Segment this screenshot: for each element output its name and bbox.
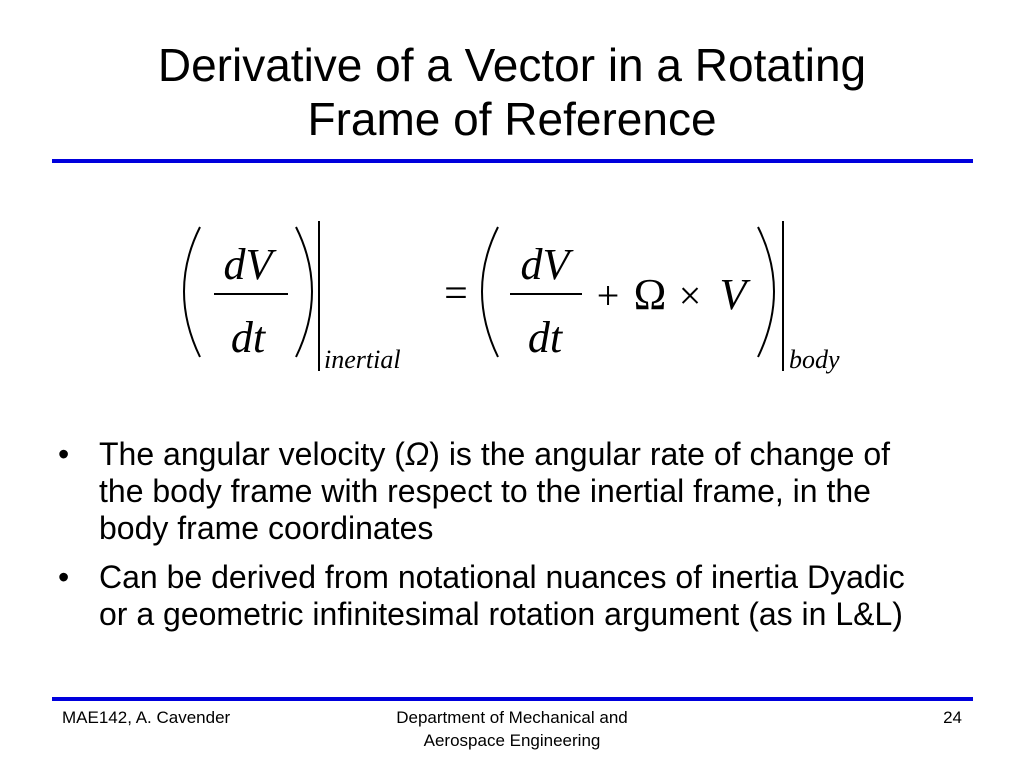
footer-department xyxy=(312,706,712,752)
bullet-item xyxy=(58,559,938,633)
bullet-item xyxy=(58,436,938,547)
lhs-denominator: dt xyxy=(230,313,266,362)
rhs-right-paren xyxy=(758,227,774,357)
footer-rule xyxy=(52,697,973,701)
bullet-text: Can be derived from notational nuances of inertia Dyadic or a geometric infinitesimal rotation argument (as in L&L) xyxy=(99,559,905,632)
title-line-1: Derivative of a Vector in a Rotating xyxy=(157,39,867,91)
lhs-right-paren xyxy=(296,227,312,357)
footer-course-author: MAE142, A. Cavender xyxy=(62,708,231,727)
bullet-text-after: ) is the angular rate of change of the body frame with respect to the inertial frame, in the body frame coordinates xyxy=(99,436,890,546)
equation xyxy=(0,215,1024,385)
footer-department-line-2: Aerospace Engineering xyxy=(423,731,601,750)
bullet-text-before: The angular velocity ( xyxy=(99,436,405,472)
rhs-subscript: body xyxy=(789,345,840,374)
slide-title xyxy=(0,38,1024,146)
rhs-numerator: dV xyxy=(520,240,570,289)
rhs-left-paren xyxy=(482,227,498,357)
bullet-marker: • xyxy=(58,559,70,595)
lhs-left-paren xyxy=(184,227,200,357)
slide-number: 24 xyxy=(943,708,962,727)
lhs-subscript: inertial xyxy=(324,345,401,374)
vector-symbol: V xyxy=(719,270,747,319)
plus-sign: + xyxy=(596,273,620,318)
rhs-denominator: dt xyxy=(527,313,563,362)
times-sign: × xyxy=(678,273,702,318)
footer-department-line-1: Department of Mechanical and xyxy=(396,708,628,727)
omega-symbol: Ω xyxy=(633,270,667,319)
equals-sign: = xyxy=(444,271,468,317)
bullet-list xyxy=(58,436,938,645)
bullet-marker: • xyxy=(58,436,70,472)
lhs-numerator: dV xyxy=(223,240,273,289)
title-line-2: Frame of Reference xyxy=(307,93,717,145)
title-underline xyxy=(52,159,973,163)
omega-symbol-inline: Ω xyxy=(404,436,430,472)
equation-svg xyxy=(0,215,1024,385)
